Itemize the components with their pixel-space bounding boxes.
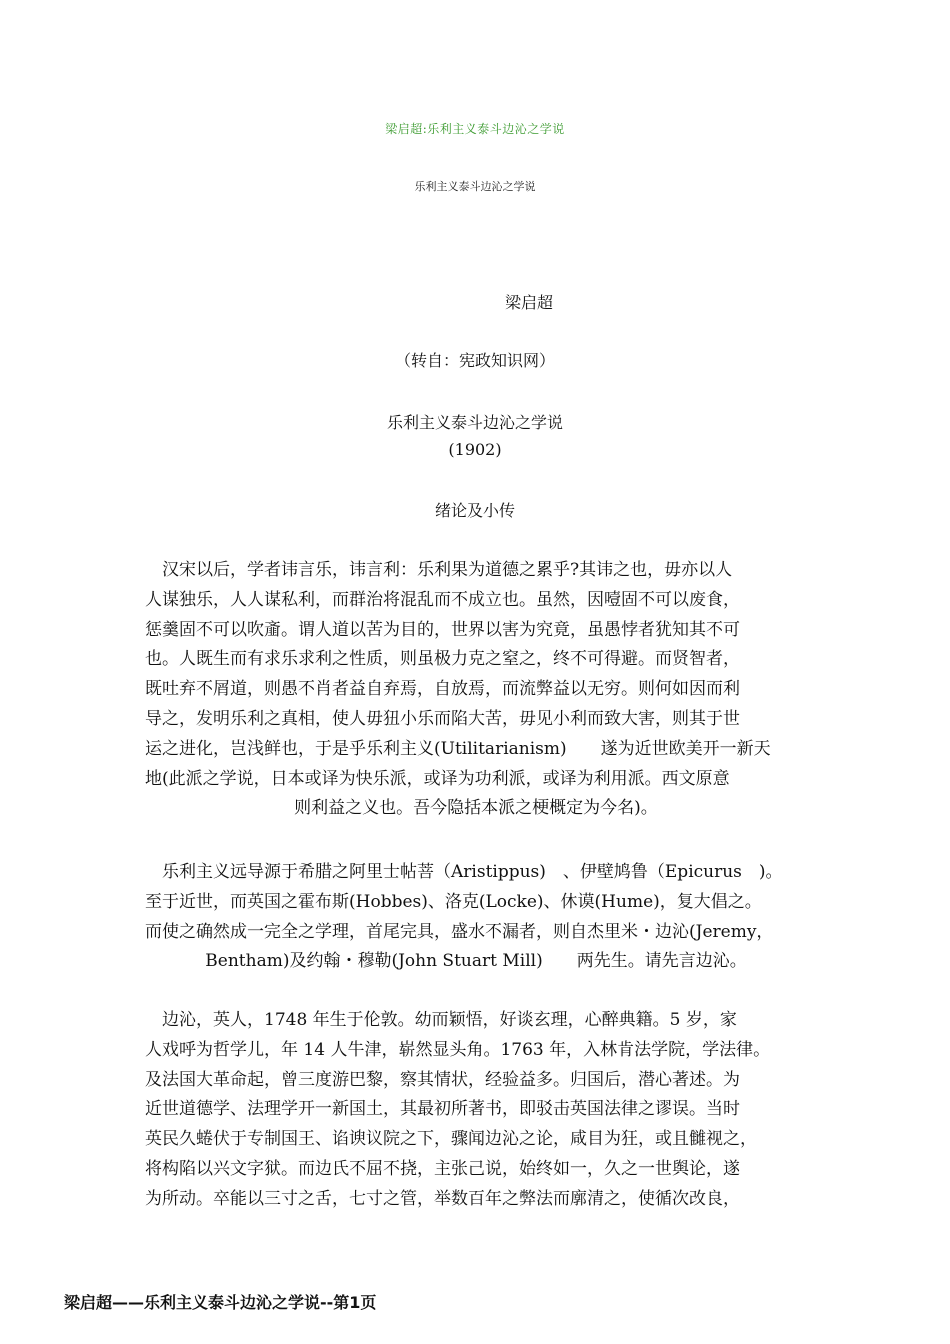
paragraph-line: 地(此派之学说，日本或译为快乐派，或译为功利派，或译为利用派。西文原意 [145, 768, 730, 789]
paragraph-line: 至于近世，而英国之霍布斯(Hobbes)、洛克(Locke)、休谟(Hume)，复大倡之。 [145, 891, 762, 912]
paragraph-line: 为所动。卒能以三寸之舌，七寸之管，举数百年之弊法而廓清之，使循次改良， [145, 1188, 740, 1209]
paragraph-line: 乐利主义远导源于希腊之阿里士帖菩（Aristippus) 、伊壁鸠鲁（Epicurus )。 [145, 862, 783, 882]
paragraph-line: 及法国大革命起，曾三度游巴黎，察其情状，经验益多。归国后，潜心著述。为 [145, 1069, 740, 1090]
paragraph-line: 边沁，英人，1748 年生于伦敦。幼而颖悟，好谈玄理，心醉典籍。5 岁，家 [145, 1010, 737, 1030]
paragraph-1 [145, 556, 807, 824]
paragraph-line: Bentham)及约翰・穆勒(John Stuart Mill) 两先生。请先言边沁。 [205, 951, 747, 972]
author: 梁启超 [505, 293, 554, 312]
paragraph-line: 英民久蜷伏于专制国王、谄谀议院之下，骤闻边沁之论，咸目为狂，或且雠视之， [145, 1129, 757, 1150]
paragraph-line: 也。人既生而有求乐求利之性质，则虽极力克之窒之，终不可得避。而贤智者， [145, 649, 740, 670]
page-footer: 梁启超——乐利主义泰斗边沁之学说--第1页 [64, 1293, 377, 1312]
paragraph-2 [145, 858, 807, 977]
sub-title: 乐利主义泰斗边沁之学说 [414, 180, 536, 193]
paragraph-3 [145, 1006, 807, 1215]
paragraph-line: 近世道德学、法理学开一新国土，其最初所著书，即驳击英国法律之谬误。当时 [145, 1099, 740, 1120]
section-title: 绪论及小传 [434, 501, 515, 520]
paragraph-line: 将构陷以兴文字狱。而边氏不屈不挠，主张己说，始终如一，久之一世舆论，遂 [145, 1158, 740, 1179]
paragraph-line: 而使之确然成一完全之学理，首尾完具，盛水不漏者，则自杰里米・边沁(Jeremy， [145, 921, 774, 942]
paragraph-line: 惩羹固不可以吹齑。谓人道以苦为目的，世界以害为究竟，虽愚悖者犹知其不可 [145, 619, 740, 640]
source-note: （转自：宪政知识网） [394, 351, 555, 370]
paragraph-line: 运之进化，岂浅鲜也，于是乎乐利主义(Utilitarianism) 遂为近世欧美开一新天 [145, 738, 771, 759]
paragraph-line: 人谋独乐，人人谋私利，而群治将混乱而不成立也。虽然，因噎固不可以废食， [145, 589, 740, 610]
paragraph-line: 人戏呼为哲学儿，年 14 人牛津，崭然显头角。1763 年，入林肯法学院，学法律。 [145, 1039, 771, 1060]
paragraph-line: 汉宋以后，学者讳言乐，讳言利：乐利果为道德之累乎?其讳之也，毋亦以人 [145, 560, 733, 580]
paragraph-line: 则利益之义也。吾今隐括本派之梗概定为今名)。 [294, 798, 658, 819]
essay-year: (1902) [448, 440, 502, 459]
paragraph-line: 既吐弃不屑道，则愚不肖者益自弃焉，自放焉，而流弊益以无穷。则何如因而利 [145, 679, 740, 700]
essay-title: 乐利主义泰斗边沁之学说 [386, 413, 563, 432]
header-link-title[interactable]: 梁启超:乐利主义泰斗边沁之学说 [385, 122, 565, 136]
paragraph-line: 导之，发明乐利之真相，使人毋狃小乐而陷大苦，毋见小利而致大害，则其于世 [145, 708, 740, 729]
